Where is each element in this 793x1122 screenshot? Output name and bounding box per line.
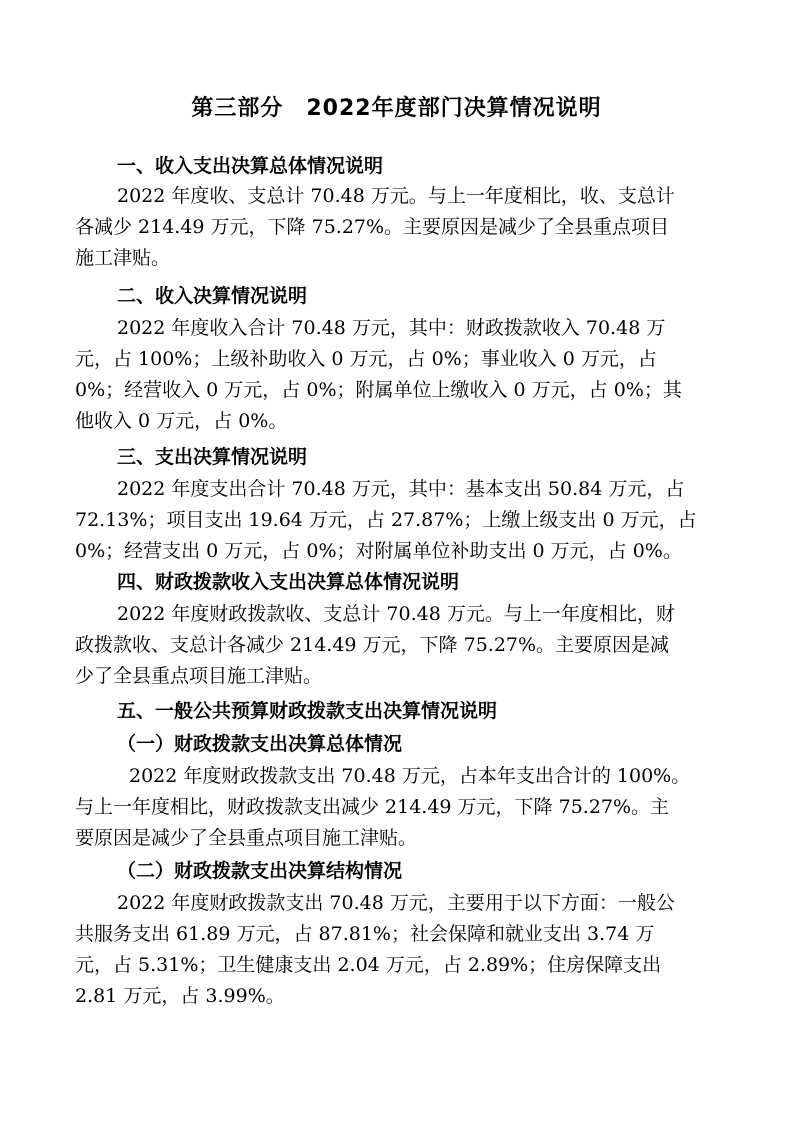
section-5-1-line: 2022 年度财政拨款支出 70.48 万元，占本年支出合计的 100%。 <box>129 765 691 787</box>
page-title: 第三部分 2022年度部门决算情况说明 <box>191 96 602 121</box>
section-5-heading: 五、一般公共预算财政拨款支出决算情况说明 <box>117 700 498 722</box>
section-1-line: 施工津贴。 <box>75 247 171 269</box>
section-5-2-heading: （二）财政拨款支出决算结构情况 <box>117 860 403 882</box>
section-2-line: 0%；经营收入 0 万元，占 0%；附属单位上缴收入 0 万元，占 0%；其 <box>75 379 682 401</box>
section-5-1-heading: （一）财政拨款支出决算总体情况 <box>117 733 403 755</box>
section-4-line: 少了全县重点项目施工津贴。 <box>75 665 323 687</box>
section-5-2-line: 2.81 万元，占 3.99%。 <box>75 985 285 1007</box>
section-2-line: 2022 年度收入合计 70.48 万元，其中：财政拨款收入 70.48 万 <box>117 317 666 339</box>
section-4-line: 政拨款收、支总计各减少 214.49 万元，下降 75.27%。主要原因是减 <box>75 634 670 656</box>
section-5-2-line: 元，占 5.31%；卫生健康支出 2.04 万元，占 2.89%；住房保障支出 <box>75 954 662 976</box>
section-4-line: 2022 年度财政拨款收、支总计 70.48 万元。与上一年度相比，财 <box>117 603 675 625</box>
section-5-1-line: 要原因是减少了全县重点项目施工津贴。 <box>75 827 418 849</box>
section-4-heading: 四、财政拨款收入支出决算总体情况说明 <box>117 571 460 593</box>
section-1-line: 2022 年度收、支总计 70.48 万元。与上一年度相比，收、支总计 <box>117 185 675 207</box>
section-5-1-line: 与上一年度相比，财政拨款支出减少 214.49 万元，下降 75.27%。主 <box>75 796 670 818</box>
section-2-line: 元，占 100%；上级补助收入 0 万元，占 0%；事业收入 0 万元，占 <box>75 348 657 370</box>
section-1-line: 各减少 214.49 万元，下降 75.27%。主要原因是减少了全县重点项目 <box>75 216 670 238</box>
section-2-heading: 二、收入决算情况说明 <box>117 285 308 307</box>
section-3-heading: 三、支出决算情况说明 <box>117 446 308 468</box>
section-2-line: 他收入 0 万元，占 0%。 <box>75 410 288 432</box>
section-3-line: 72.13%；项目支出 19.64 万元，占 27.87%；上缴上级支出 0 万元，占 <box>75 509 697 531</box>
section-3-line: 2022 年度支出合计 70.48 万元，其中：基本支出 50.84 万元，占 <box>117 478 685 500</box>
section-3-line: 0%；经营支出 0 万元，占 0%；对附属单位补助支出 0 万元，占 0%。 <box>75 540 682 562</box>
section-5-2-line: 共服务支出 61.89 万元，占 87.81%；社会保障和就业支出 3.74 万 <box>75 923 655 945</box>
section-5-2-line: 2022 年度财政拨款支出 70.48 万元，主要用于以下方面：一般公 <box>117 892 675 914</box>
section-1-heading: 一、收入支出决算总体情况说明 <box>117 155 384 177</box>
